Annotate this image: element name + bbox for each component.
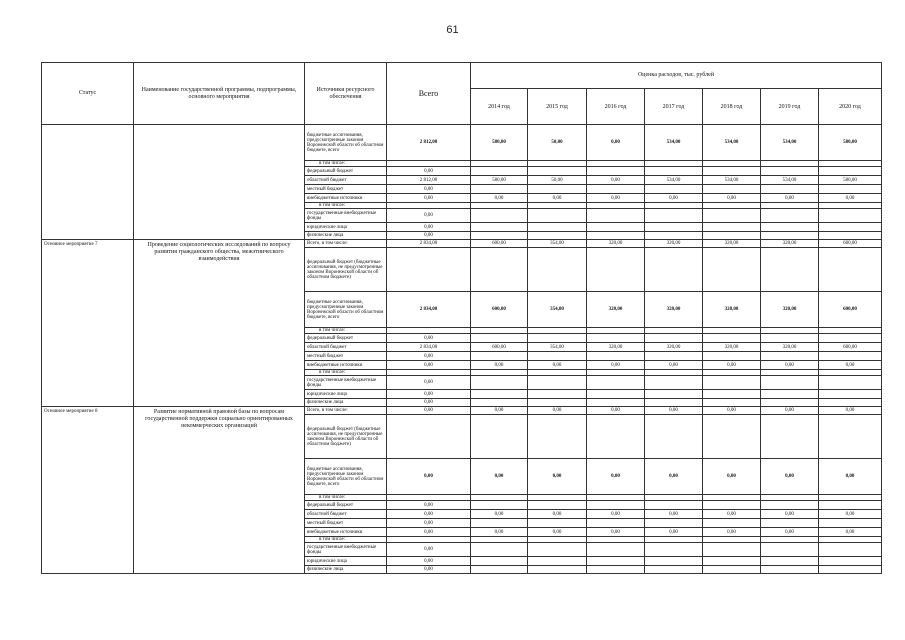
year-value: 320,00 — [645, 240, 703, 248]
year-value — [528, 209, 587, 223]
year-value — [761, 185, 819, 194]
year-value: 0,00 — [528, 194, 587, 203]
year-value: 0,00 — [645, 407, 703, 415]
funding-source: бюджетные ассигнования, предусмотренные законом Воронежской области об областном бюджете, всего — [305, 125, 387, 161]
year-value: 320,00 — [587, 343, 645, 352]
year-value: 320,00 — [703, 292, 761, 328]
year-value — [471, 185, 528, 194]
funding-source: федеральный бюджет (бюджетные ассигнования, не предусмотренные законом Воронежской области об областном бюджете) — [305, 248, 387, 292]
budget-table — [41, 62, 882, 574]
year-value — [528, 352, 587, 361]
year-value — [703, 376, 761, 390]
year-value: 0,00 — [587, 176, 645, 185]
year-value — [819, 248, 882, 292]
funding-source: в том числе: — [305, 537, 387, 543]
year-value: 0,00 — [528, 459, 587, 495]
total-value: 0,00 — [387, 352, 471, 361]
year-value — [819, 566, 882, 574]
year-value: 0,00 — [645, 510, 703, 519]
year-value — [761, 223, 819, 232]
year-value — [819, 390, 882, 399]
year-value: 534,00 — [645, 176, 703, 185]
funding-source: бюджетные ассигнования, предусмотренные законом Воронежской области об областном бюджете, всего — [305, 459, 387, 495]
total-value: 0,00 — [387, 399, 471, 407]
year-value: 0,00 — [761, 528, 819, 537]
year-value — [587, 185, 645, 194]
year-value — [645, 566, 703, 574]
year-value: 0,00 — [471, 510, 528, 519]
header-source: Источники ресурсного обеспечения — [305, 63, 387, 125]
year-value — [761, 415, 819, 459]
header-year-3: 2017 год — [645, 89, 703, 125]
year-value: 354,00 — [528, 292, 587, 328]
total-value: 0,00 — [387, 543, 471, 557]
year-value — [645, 167, 703, 176]
year-value — [645, 248, 703, 292]
year-value: 0,00 — [761, 194, 819, 203]
year-value — [819, 334, 882, 343]
year-value: 534,00 — [703, 125, 761, 161]
total-value: 0,00 — [387, 185, 471, 194]
header-year-0: 2014 год — [471, 89, 528, 125]
year-value — [587, 167, 645, 176]
year-value — [471, 501, 528, 510]
total-value: 2 812,00 — [387, 125, 471, 161]
year-value: 0,00 — [703, 407, 761, 415]
year-value — [703, 501, 761, 510]
funding-source: областной бюджет — [305, 343, 387, 352]
year-value — [587, 232, 645, 240]
year-value — [703, 248, 761, 292]
year-value: 534,00 — [645, 125, 703, 161]
year-value — [645, 334, 703, 343]
year-value — [528, 519, 587, 528]
year-value — [703, 519, 761, 528]
total-value: 0,00 — [387, 459, 471, 495]
year-value: 0,00 — [471, 459, 528, 495]
year-value — [587, 334, 645, 343]
funding-source: внебюджетные источники — [305, 194, 387, 203]
year-value — [819, 519, 882, 528]
year-value: 0,00 — [645, 459, 703, 495]
year-value: 0,00 — [819, 194, 882, 203]
header-total: Всего — [387, 63, 471, 125]
funding-source: в том числе: — [305, 370, 387, 376]
year-value: 0,00 — [703, 528, 761, 537]
year-value — [528, 185, 587, 194]
year-value: 0,00 — [645, 361, 703, 370]
year-value: 0,00 — [587, 459, 645, 495]
total-value: 2 834,00 — [387, 292, 471, 328]
funding-source: в том числе: — [305, 328, 387, 334]
funding-source: местный бюджет — [305, 185, 387, 194]
year-value: 580,00 — [471, 125, 528, 161]
funding-source: федеральный бюджет — [305, 167, 387, 176]
year-value — [471, 232, 528, 240]
year-value — [587, 390, 645, 399]
year-value — [761, 352, 819, 361]
year-value — [471, 390, 528, 399]
year-value — [819, 415, 882, 459]
year-value: 0,00 — [703, 194, 761, 203]
year-value: 0,00 — [471, 194, 528, 203]
year-value — [703, 415, 761, 459]
funding-source: в том числе: — [305, 203, 387, 209]
funding-source: государственные внебюджетные фонды — [305, 209, 387, 223]
total-value: 0,00 — [387, 390, 471, 399]
year-value — [761, 167, 819, 176]
year-value — [761, 543, 819, 557]
year-value: 0,00 — [819, 528, 882, 537]
year-value: 600,00 — [471, 292, 528, 328]
year-value — [587, 543, 645, 557]
year-value — [703, 566, 761, 574]
year-value — [703, 334, 761, 343]
year-value — [528, 501, 587, 510]
year-value: 320,00 — [703, 343, 761, 352]
year-value — [587, 223, 645, 232]
year-value: 320,00 — [645, 343, 703, 352]
year-value — [819, 167, 882, 176]
year-value — [819, 376, 882, 390]
year-value — [645, 415, 703, 459]
year-value: 0,00 — [819, 510, 882, 519]
year-value — [645, 390, 703, 399]
year-value: 320,00 — [645, 292, 703, 328]
year-value — [703, 185, 761, 194]
total-value: 0,00 — [387, 232, 471, 240]
header-year-5: 2019 год — [761, 89, 819, 125]
year-value: 0,00 — [587, 194, 645, 203]
year-value — [703, 557, 761, 566]
year-value — [528, 167, 587, 176]
year-value — [528, 543, 587, 557]
year-value: 534,00 — [761, 125, 819, 161]
year-value: 320,00 — [761, 292, 819, 328]
year-value: 0,00 — [528, 528, 587, 537]
year-value — [645, 399, 703, 407]
year-value: 320,00 — [761, 240, 819, 248]
total-value: 0,00 — [387, 167, 471, 176]
activity-status: Основное мероприятие 8 — [42, 407, 134, 574]
year-value: 0,00 — [471, 361, 528, 370]
year-value — [528, 415, 587, 459]
total-value: 0,00 — [387, 376, 471, 390]
year-value — [703, 223, 761, 232]
year-value: 320,00 — [587, 292, 645, 328]
total-value: 0,00 — [387, 407, 471, 415]
header-year-1: 2015 год — [528, 89, 587, 125]
year-value: 0,00 — [703, 459, 761, 495]
funding-source: Всего, в том числе: — [305, 240, 387, 248]
year-value: 50,00 — [528, 176, 587, 185]
year-value: 320,00 — [761, 343, 819, 352]
year-value — [761, 557, 819, 566]
year-value: 600,00 — [471, 343, 528, 352]
year-value — [471, 399, 528, 407]
year-value — [645, 543, 703, 557]
year-value — [703, 352, 761, 361]
year-value — [761, 399, 819, 407]
year-value: 0,00 — [471, 407, 528, 415]
year-value — [587, 519, 645, 528]
funding-source: федеральный бюджет — [305, 334, 387, 343]
year-value: 0,00 — [819, 459, 882, 495]
year-value — [819, 209, 882, 223]
year-value: 0,00 — [587, 361, 645, 370]
header-year-4: 2018 год — [703, 89, 761, 125]
header-estimate: Оценка расходов, тыс. рублей — [471, 63, 882, 89]
funding-source: юридические лица — [305, 223, 387, 232]
year-value: 320,00 — [703, 240, 761, 248]
year-value — [819, 352, 882, 361]
year-value: 580,00 — [819, 125, 882, 161]
year-value: 534,00 — [703, 176, 761, 185]
table-row — [42, 407, 882, 415]
total-value: 0,00 — [387, 361, 471, 370]
year-value — [587, 399, 645, 407]
year-value: 0,00 — [761, 510, 819, 519]
year-value — [471, 415, 528, 459]
year-value — [587, 501, 645, 510]
year-value — [761, 501, 819, 510]
year-value: 534,00 — [761, 176, 819, 185]
year-value — [761, 519, 819, 528]
year-value — [528, 232, 587, 240]
year-value: 0,00 — [703, 510, 761, 519]
year-value — [528, 248, 587, 292]
year-value: 0,00 — [645, 528, 703, 537]
year-value — [471, 557, 528, 566]
activity-status: Основное мероприятие 7 — [42, 240, 134, 407]
year-value — [761, 248, 819, 292]
year-value — [761, 390, 819, 399]
year-value: 0,00 — [819, 361, 882, 370]
header-year-6: 2020 год — [819, 89, 882, 125]
year-value — [761, 566, 819, 574]
year-value — [471, 209, 528, 223]
year-value — [528, 376, 587, 390]
year-value: 0,00 — [528, 361, 587, 370]
funding-source: областной бюджет — [305, 176, 387, 185]
header-name: Наименование государственной программы, подпрограммы, основного мероприятия — [134, 63, 305, 125]
year-value: 0,00 — [761, 407, 819, 415]
year-value — [819, 557, 882, 566]
year-value — [587, 352, 645, 361]
total-value: 0,00 — [387, 194, 471, 203]
funding-source: внебюджетные источники — [305, 361, 387, 370]
year-value — [645, 519, 703, 528]
year-value — [587, 415, 645, 459]
year-value — [703, 543, 761, 557]
table-header — [42, 63, 882, 125]
funding-source: Всего, в том числе: — [305, 407, 387, 415]
year-value: 600,00 — [819, 240, 882, 248]
header-year-2: 2016 год — [587, 89, 645, 125]
year-value — [471, 223, 528, 232]
year-value — [761, 334, 819, 343]
year-value — [528, 390, 587, 399]
funding-source: в том числе: — [305, 161, 387, 167]
year-value — [819, 232, 882, 240]
funding-source: местный бюджет — [305, 352, 387, 361]
total-value: 0,00 — [387, 557, 471, 566]
funding-source: федеральный бюджет — [305, 501, 387, 510]
year-value: 600,00 — [471, 240, 528, 248]
total-value: 0,00 — [387, 519, 471, 528]
activity-name: Развитие нормативной правовой базы по вопросам государственной поддержки социально ориентированных некоммерческих организаций — [134, 407, 305, 574]
year-value: 600,00 — [819, 343, 882, 352]
year-value — [471, 376, 528, 390]
total-value: 0,00 — [387, 501, 471, 510]
funding-source: физические лица — [305, 399, 387, 407]
activity-name — [134, 125, 305, 240]
table-row — [42, 240, 882, 248]
year-value — [528, 566, 587, 574]
year-value: 0,00 — [587, 510, 645, 519]
header-status: Статус — [42, 63, 134, 125]
year-value — [528, 334, 587, 343]
total-value: 0,00 — [387, 510, 471, 519]
year-value — [703, 209, 761, 223]
total-value — [387, 248, 471, 292]
year-value: 0,00 — [528, 510, 587, 519]
total-value: 0,00 — [387, 528, 471, 537]
year-value — [761, 232, 819, 240]
year-value: 0,00 — [471, 528, 528, 537]
year-value — [645, 209, 703, 223]
total-value: 2 812,00 — [387, 176, 471, 185]
year-value: 0,00 — [645, 194, 703, 203]
year-value — [528, 557, 587, 566]
year-value — [645, 376, 703, 390]
year-value — [819, 543, 882, 557]
year-value: 0,00 — [587, 407, 645, 415]
total-value: 0,00 — [387, 223, 471, 232]
year-value — [645, 352, 703, 361]
funding-source: областной бюджет — [305, 510, 387, 519]
year-value — [471, 167, 528, 176]
year-value — [703, 399, 761, 407]
funding-source: государственные внебюджетные фонды — [305, 543, 387, 557]
year-value — [703, 390, 761, 399]
year-value: 0,00 — [528, 407, 587, 415]
funding-source: физические лица — [305, 232, 387, 240]
year-value — [471, 248, 528, 292]
total-value: 2 834,00 — [387, 240, 471, 248]
year-value: 0,00 — [587, 125, 645, 161]
year-value: 354,00 — [528, 343, 587, 352]
year-value — [645, 185, 703, 194]
year-value — [645, 232, 703, 240]
funding-source: государственные внебюджетные фонды — [305, 376, 387, 390]
table-row — [42, 125, 882, 161]
year-value — [587, 566, 645, 574]
funding-source: внебюджетные источники — [305, 528, 387, 537]
year-value: 354,00 — [528, 240, 587, 248]
activity-status — [42, 125, 134, 240]
total-value: 0,00 — [387, 566, 471, 574]
funding-source: юридические лица — [305, 390, 387, 399]
year-value: 580,00 — [819, 176, 882, 185]
year-value — [528, 399, 587, 407]
total-value: 0,00 — [387, 334, 471, 343]
total-value — [387, 415, 471, 459]
year-value — [703, 167, 761, 176]
year-value — [587, 248, 645, 292]
activity-name: Проведение социологических исследований по вопросу развития гражданского общества, межэтнического взаимодействия — [134, 240, 305, 407]
year-value: 0,00 — [761, 459, 819, 495]
year-value: 0,00 — [703, 361, 761, 370]
year-value — [471, 566, 528, 574]
page-number: 61 — [446, 24, 459, 36]
funding-source: в том числе: — [305, 495, 387, 501]
year-value — [819, 399, 882, 407]
year-value — [819, 223, 882, 232]
year-value: 580,00 — [471, 176, 528, 185]
year-value — [587, 557, 645, 566]
year-value: 0,00 — [819, 407, 882, 415]
year-value: 0,00 — [587, 528, 645, 537]
funding-source: бюджетные ассигнования, предусмотренные законом Воронежской области об областном бюджете, всего — [305, 292, 387, 328]
year-value — [471, 334, 528, 343]
year-value — [587, 209, 645, 223]
funding-source: местный бюджет — [305, 519, 387, 528]
year-value — [761, 376, 819, 390]
table-body — [42, 125, 882, 574]
year-value — [645, 557, 703, 566]
funding-source: федеральный бюджет (бюджетные ассигнования, не предусмотренные законом Воронежской области об областном бюджете) — [305, 415, 387, 459]
year-value — [471, 352, 528, 361]
year-value: 50,00 — [528, 125, 587, 161]
year-value — [471, 543, 528, 557]
year-value — [645, 223, 703, 232]
year-value: 600,00 — [819, 292, 882, 328]
year-value — [819, 185, 882, 194]
year-value: 320,00 — [587, 240, 645, 248]
year-value — [645, 501, 703, 510]
year-value — [471, 519, 528, 528]
funding-source: физические лица — [305, 566, 387, 574]
year-value: 0,00 — [761, 361, 819, 370]
total-value: 0,00 — [387, 209, 471, 223]
year-value — [528, 223, 587, 232]
year-value — [587, 376, 645, 390]
year-value — [761, 209, 819, 223]
year-value — [819, 501, 882, 510]
total-value: 2 834,00 — [387, 343, 471, 352]
year-value — [703, 232, 761, 240]
funding-source: юридические лица — [305, 557, 387, 566]
